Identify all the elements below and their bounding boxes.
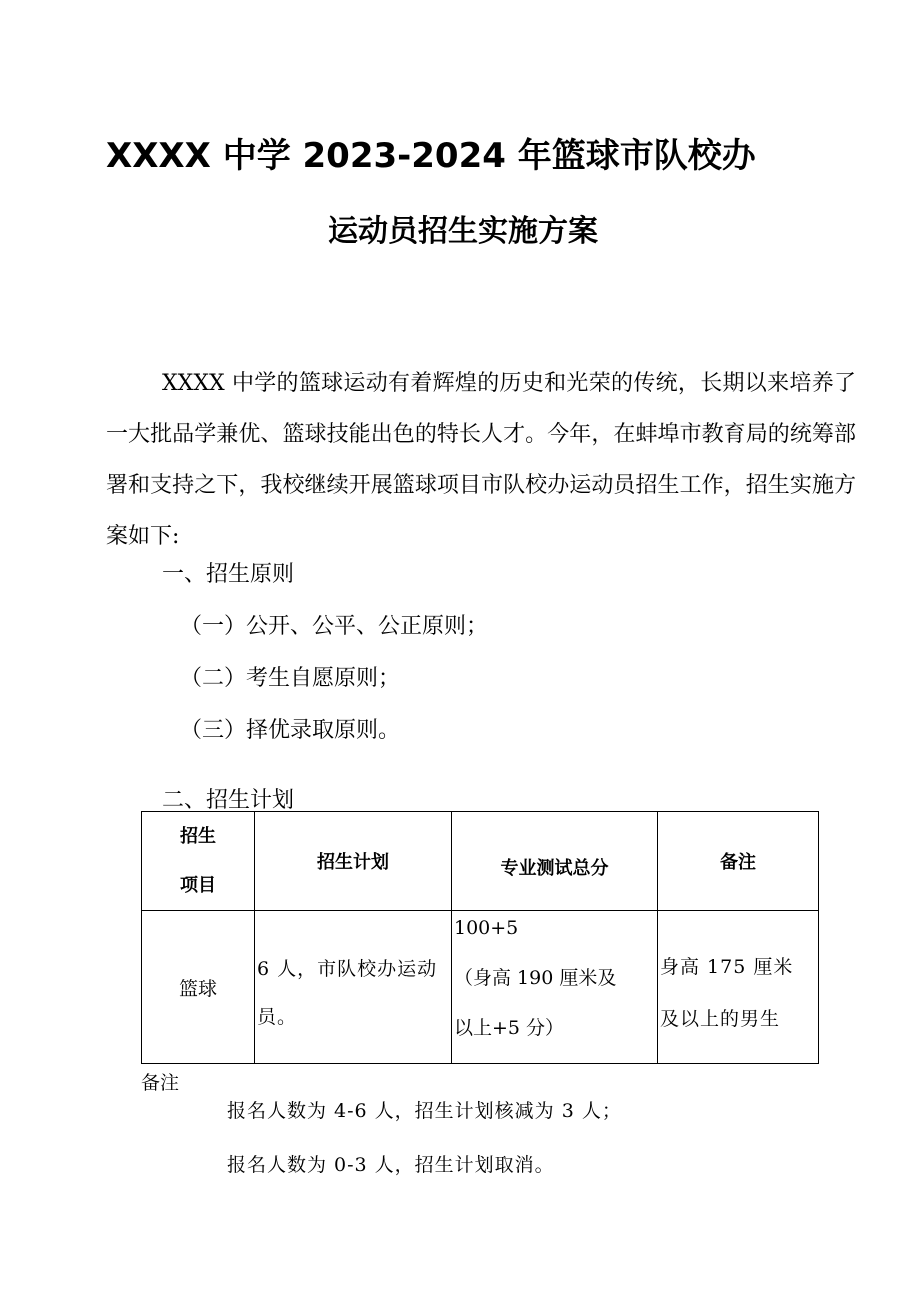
cell-score-line1: 100+5 <box>454 917 519 939</box>
header-score-label: 专业测试总分 <box>500 858 609 879</box>
header-plan: 招生计划 <box>255 812 452 911</box>
section2-heading: 二、招生计划 <box>162 788 295 813</box>
principle-item: （一）公开、公平、公正原则； <box>180 614 489 639</box>
document-title-line2: 运动员招生实施方案 <box>328 214 598 249</box>
cell-project: 篮球 <box>142 911 255 1064</box>
header-project-line1: 招生 <box>180 826 216 847</box>
cell-plan-line1: 6 人，市队校办运动 <box>257 958 438 980</box>
cell-remark-line1: 身高 175 厘米 <box>660 956 794 978</box>
cell-remark-line2: 及以上的男生 <box>660 1008 781 1030</box>
header-remark: 备注 <box>658 812 819 911</box>
enrollment-plan-table <box>141 811 819 1064</box>
cell-score-line3: 以上+5 分） <box>454 1017 565 1039</box>
note-label: 备注 <box>141 1072 180 1094</box>
intro-paragraph: XXXX 中学的篮球运动有着辉煌的历史和光荣的传统，长期以来培养了一大批品学兼优、篮球技能出色的特长人才。今年，在蚌埠市教育局的统筹部署和支持之下，我校继续开展篮球项目市队校办运动员招生工作，招生实施方案如下: <box>106 371 856 549</box>
principle-item: （三）择优录取原则。 <box>180 718 401 743</box>
note-item: 报名人数为 4-6 人，招生计划核减为 3 人； <box>227 1100 622 1122</box>
principle-item: （二）考生自愿原则； <box>180 666 401 691</box>
header-project-line2: 项目 <box>180 875 216 896</box>
table-row <box>142 911 819 1064</box>
section1-heading: 一、招生原则 <box>162 562 295 587</box>
cell-plan-line2: 员。 <box>257 1006 298 1028</box>
cell-plan <box>255 911 452 1064</box>
cell-score-line2: （身高 190 厘米及 <box>454 967 617 989</box>
document-title-line1: XXXX 中学 2023-2024 年篮球市队校办 <box>106 136 756 176</box>
cell-score <box>452 911 658 1064</box>
cell-remark <box>658 911 819 1064</box>
table-header-row <box>142 812 819 911</box>
note-item: 报名人数为 0-3 人，招生计划取消。 <box>227 1154 555 1176</box>
header-project <box>142 812 255 911</box>
header-score <box>452 812 658 911</box>
